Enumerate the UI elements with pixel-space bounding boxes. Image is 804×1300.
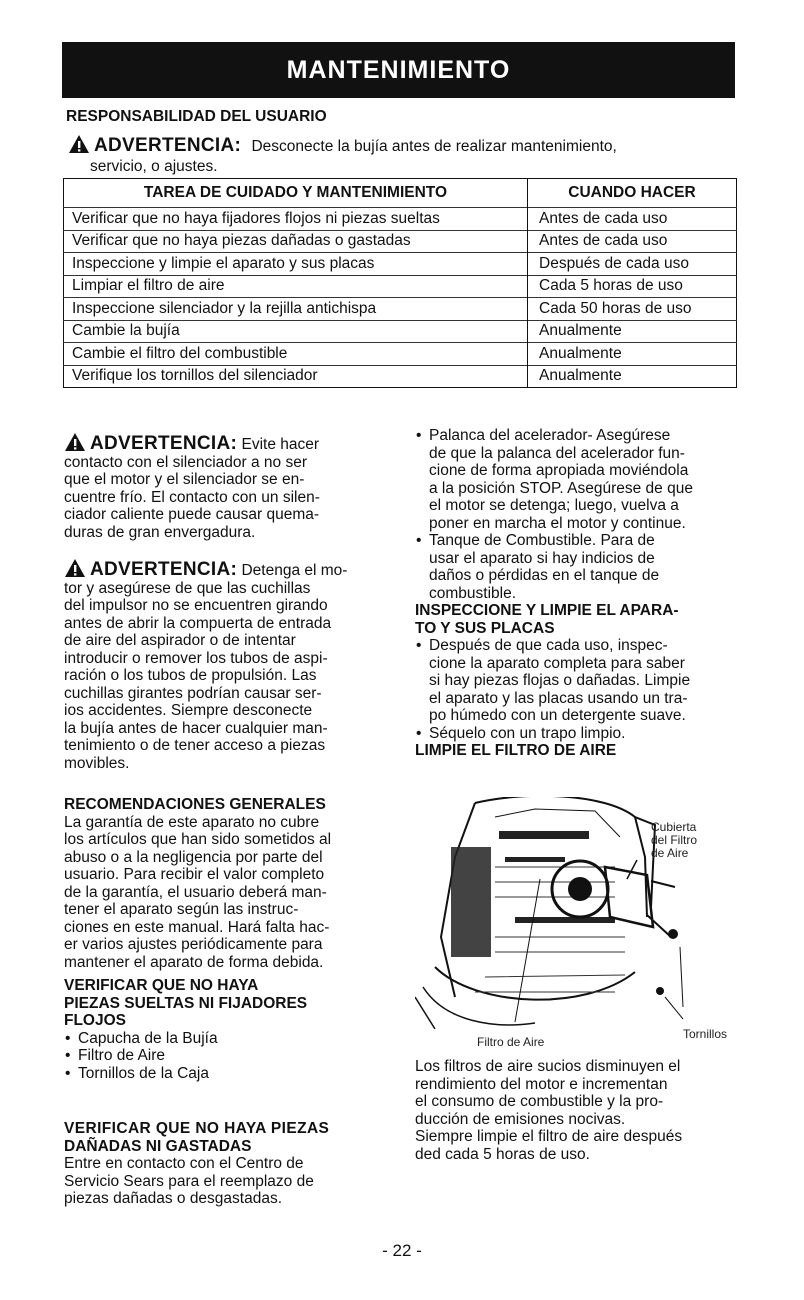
body-text: po húmedo con un detergente suave. [429,707,686,724]
warning-text-cont: servicio, o ajustes. [90,158,218,175]
warning-text: ciador caliente puede causar quema- [64,506,320,523]
warning-text: Evite hacer [241,436,320,453]
when-cell: Cada 50 horas de uso [528,298,737,321]
body-text: el aparato y las placas usando un tra- [429,689,688,707]
column-header-when: CUANDO HACER [568,184,696,201]
list-item-fuel-tank [415,532,760,602]
body-text: er varios ajustes periódicamente para [64,936,323,953]
warning-text: duras de gran envergadura. [64,523,256,541]
body-text: piezas dañadas o desgastadas. [64,1190,283,1207]
when-cell: Anualmente [528,343,737,366]
task-cell: Limpiar el filtro de aire [64,275,528,298]
right-bullets [415,427,760,760]
table-row [64,343,737,366]
body-text: a la posición STOP. Asegúrese de que [429,479,693,497]
body-text: Tanque de Combustible. Para de [429,532,655,549]
bullet-list [415,427,760,602]
body-text: poner en marcha el motor y continue. [429,514,686,532]
when-cell: Cada 5 horas de uso [528,275,737,298]
warning-top [68,134,748,177]
label-air-filter: Filtro de Aire [477,1035,545,1049]
air-filter-text [415,1058,760,1163]
section-heading-loose: PIEZAS SUELTAS NI FIJADORES [64,994,308,1012]
body-text: rendimiento del motor e incrementan [415,1075,668,1093]
warning-triangle-icon [64,432,86,452]
warning-text: tor y asegúrese de que las cuchillas [64,579,311,597]
when-cell: Anualmente [528,365,737,388]
body-text: La garantía de este aparato no cubre [64,813,320,831]
table-row [64,230,737,253]
body-text: cione la aparato completa para saber [429,654,685,672]
warning-muffler [64,432,394,541]
body-text: Servicio Sears para el reemplazo de [64,1172,314,1190]
label-filter-cover [651,821,697,860]
body-text: tener el aparato según las instruc- [64,901,299,918]
body-text: ded cada 5 horas de uso. [415,1145,590,1163]
warning-text: tenimiento o de tener acceso a piezas [64,737,326,754]
page-title: MANTENIMIENTO [62,42,735,98]
bullet-list [415,637,760,742]
table-row [64,320,737,343]
warning-text: antes de abrir la compuerta de entrada [64,614,332,632]
body-text: el motor se detenga; luego, vuelva a [429,497,679,514]
warning-text: de aire del aspirador o de intentar [64,632,296,649]
warning-label: ADVERTENCIA: [90,559,238,580]
when-cell: Antes de cada uso [528,208,737,231]
warning-triangle-icon [64,558,86,578]
warning-text: cuentre frío. El contacto con un silen- [64,488,320,506]
warning-impeller [64,558,394,772]
warning-text: ios accidentes. Siempre desconecte [64,702,313,719]
body-text: combustible. [429,584,517,602]
list-item: • Filtro de Aire [64,1047,399,1065]
body-text: mantener el aparato de forma debida. [64,953,324,971]
warning-text: la bujía antes de hacer cualquier man- [64,719,328,737]
body-text: Entre en contacto con el Centro de [64,1155,304,1172]
body-text: usuario. Para recibir el valor completo [64,866,325,883]
table-header-row [64,179,737,208]
body-text: usar el aparato si hay indicios de [429,549,655,567]
loose-parts-list [64,1030,399,1083]
table-row [64,298,737,321]
section-heading-damaged: VERIFICAR QUE NO HAYA PIEZAS [64,1120,330,1137]
warning-label: ADVERTENCIA: [94,135,242,156]
list-item: • Tornillos de la Caja [64,1065,399,1083]
section-heading-loose: VERIFICAR QUE NO HAYA [64,977,259,994]
label-screws: Tornillos [683,1027,728,1041]
label-line: del Filtro [651,833,698,847]
body-text: Palanca del acelerador- Asegúrese [429,427,671,444]
list-item-inspect [415,637,760,725]
warning-text: movibles. [64,754,130,772]
warning-text: Desconecte la bujía antes de realizar mantenimiento, [251,138,617,155]
blower-drawing [415,797,755,1029]
body-text: ducción de emisiones nocivas. [415,1110,626,1128]
warning-text: cuchillas girantes podrían causar ser- [64,684,322,702]
task-cell: Verificar que no haya piezas dañadas o gastadas [64,230,528,253]
body-text: daños o pérdidas en el tanque de [429,567,660,584]
table-row [64,365,737,388]
body-text: Después de que cada uso, inspec- [429,637,668,654]
damaged-parts-section [64,1120,399,1208]
label-line: Cubierta [651,820,697,834]
section-heading-damaged: DAÑADAS NI GASTADAS [64,1137,252,1155]
task-cell: Inspeccione y limpie el aparato y sus placas [64,253,528,276]
section-heading-loose: FLOJOS [64,1012,127,1029]
section-heading-air-filter: LIMPIE EL FILTRO DE AIRE [415,742,617,759]
body-text: de que la palanca del acelerador fun- [429,444,685,462]
section-heading-inspect: INSPECCIONE Y LIMPIE EL APARA- [415,602,679,619]
section-heading-user-responsibility: RESPONSABILIDAD DEL USUARIO [66,108,327,125]
body-text: los artículos que han sido sometidos al [64,831,332,848]
task-cell: Cambie el filtro del combustible [64,343,528,366]
body-text: si hay piezas flojas o dañadas. Limpie [429,672,691,689]
warning-triangle-icon [68,134,90,154]
label-line: de Aire [651,846,689,860]
air-filter-illustration [415,797,755,1049]
general-recommendations [64,796,399,971]
loose-parts-section [64,977,399,1082]
when-cell: Antes de cada uso [528,230,737,253]
when-cell: Después de cada uso [528,253,737,276]
body-text: Los filtros de aire sucios disminuyen el [415,1058,681,1075]
body-text: abuso o a la negligencia por parte del [64,848,323,866]
section-heading-recommendations: RECOMENDACIONES GENERALES [64,796,326,813]
warning-text: del impulsor no se encuentren girando [64,597,328,614]
warning-text: contacto con el silenciador a no ser [64,453,307,471]
table-row [64,253,737,276]
warning-text: ración o los tubos de propulsión. Las [64,667,317,684]
list-item-dry: • Séquelo con un trapo limpio. [415,725,760,743]
warning-text: introducir o remover los tubos de aspi- [64,649,328,667]
body-text: ciones en este manual. Hará falta hac- [64,918,330,936]
list-item-throttle [415,427,760,532]
table-row [64,208,737,231]
page-number: - 22 - [382,1241,422,1260]
body-text: el consumo de combustible y la pro- [415,1093,664,1110]
body-text: Siempre limpie el filtro de aire después [415,1128,683,1145]
body-text: de la garantía, el usuario deberá man- [64,883,327,901]
task-cell: Cambie la bujía [64,320,528,343]
when-cell: Anualmente [528,320,737,343]
maintenance-table [63,178,737,388]
task-cell: Verifique los tornillos del silenciador [64,365,528,388]
warning-text: que el motor y el silenciador se en- [64,471,305,488]
table-row [64,275,737,298]
body-text: cione de forma apropiada moviéndola [429,462,689,479]
task-cell: Inspeccione silenciador y la rejilla antichispa [64,298,528,321]
warning-text: Detenga el mo- [241,562,348,579]
list-item: • Capucha de la Bujía [64,1030,399,1048]
column-header-task: TAREA DE CUIDADO Y MANTENIMIENTO [64,179,528,208]
section-heading-inspect: TO Y SUS PLACAS [415,619,555,637]
warning-label: ADVERTENCIA: [90,433,238,454]
task-cell: Verificar que no haya fijadores flojos ni piezas sueltas [64,208,528,231]
